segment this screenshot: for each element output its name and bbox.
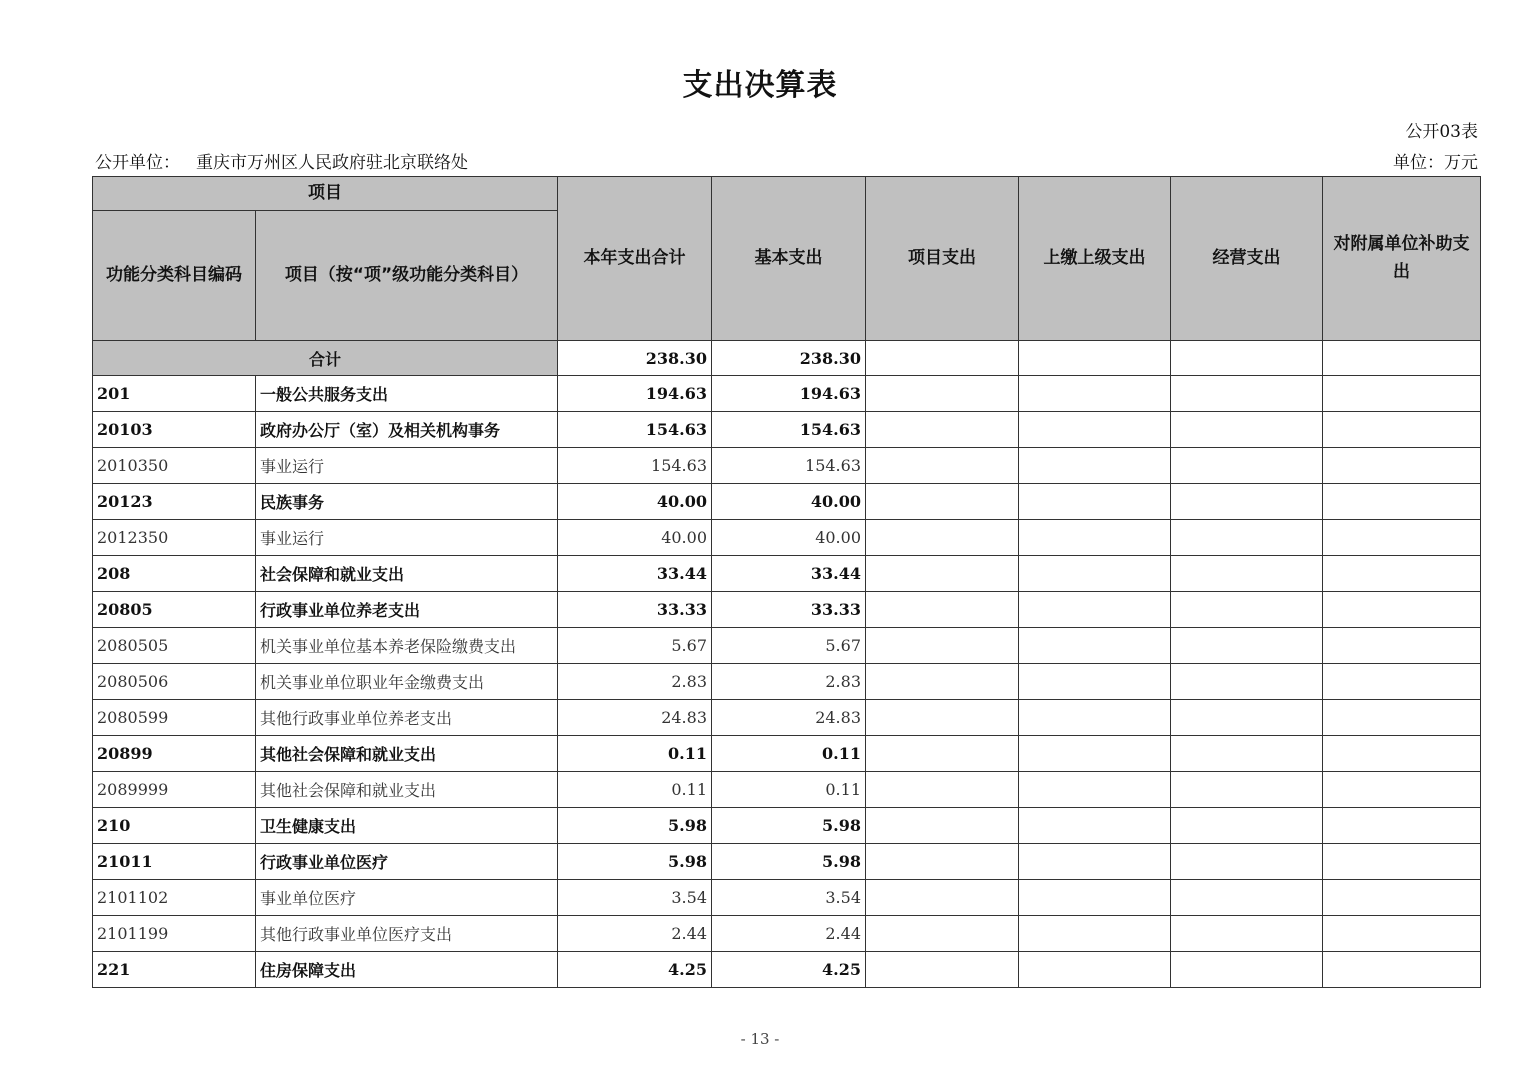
- row-business: [1171, 880, 1323, 916]
- row-total: 5.98: [558, 844, 712, 880]
- row-basic: 2.44: [712, 916, 866, 952]
- row-code: 20103: [93, 412, 256, 448]
- row-code: 2080599: [93, 700, 256, 736]
- row-code: 21011: [93, 844, 256, 880]
- row-total: 2.44: [558, 916, 712, 952]
- row-basic: 40.00: [712, 484, 866, 520]
- row-project: [866, 700, 1019, 736]
- table-row: [93, 772, 1481, 808]
- row-business: [1171, 556, 1323, 592]
- table-row: [93, 664, 1481, 700]
- total-project: [866, 341, 1019, 376]
- row-name: 其他社会保障和就业支出: [256, 736, 558, 772]
- row-name: 其他行政事业单位养老支出: [256, 700, 558, 736]
- row-code: 20805: [93, 592, 256, 628]
- row-upper: [1019, 628, 1171, 664]
- row-business: [1171, 844, 1323, 880]
- row-subsidy: [1323, 556, 1481, 592]
- row-project: [866, 448, 1019, 484]
- table-row: [93, 412, 1481, 448]
- row-project: [866, 556, 1019, 592]
- row-business: [1171, 376, 1323, 412]
- row-code: 2101102: [93, 880, 256, 916]
- row-upper: [1019, 772, 1171, 808]
- reporting-unit: [95, 148, 468, 173]
- row-subsidy: [1323, 484, 1481, 520]
- row-upper: [1019, 916, 1171, 952]
- header-code: 功能分类科目编码: [93, 211, 256, 341]
- row-total: 4.25: [558, 952, 712, 988]
- row-subsidy: [1323, 664, 1481, 700]
- row-basic: 154.63: [712, 412, 866, 448]
- total-subsidy: [1323, 341, 1481, 376]
- total-row: [93, 341, 1481, 376]
- row-basic: 33.44: [712, 556, 866, 592]
- row-total: 5.67: [558, 628, 712, 664]
- row-code: 2010350: [93, 448, 256, 484]
- row-subsidy: [1323, 916, 1481, 952]
- row-name: 其他行政事业单位医疗支出: [256, 916, 558, 952]
- row-total: 2.83: [558, 664, 712, 700]
- table-row: [93, 484, 1481, 520]
- page-title: 支出决算表: [682, 68, 838, 103]
- row-basic: 40.00: [712, 520, 866, 556]
- table-row: [93, 448, 1481, 484]
- row-upper: [1019, 556, 1171, 592]
- table-row: [93, 700, 1481, 736]
- row-business: [1171, 916, 1323, 952]
- header-business: 经营支出: [1171, 177, 1323, 341]
- total-business: [1171, 341, 1323, 376]
- table-row: [93, 628, 1481, 664]
- row-code: 201: [93, 376, 256, 412]
- header-total: 本年支出合计: [558, 177, 712, 341]
- table-body: [93, 341, 1481, 988]
- row-code: 2080505: [93, 628, 256, 664]
- row-basic: 5.67: [712, 628, 866, 664]
- row-name: 事业单位医疗: [256, 880, 558, 916]
- row-code: 2089999: [93, 772, 256, 808]
- row-code: 20899: [93, 736, 256, 772]
- row-code: 221: [93, 952, 256, 988]
- row-total: 154.63: [558, 412, 712, 448]
- row-code: 208: [93, 556, 256, 592]
- row-basic: 4.25: [712, 952, 866, 988]
- row-project: [866, 628, 1019, 664]
- row-code: 210: [93, 808, 256, 844]
- row-upper: [1019, 952, 1171, 988]
- row-name: 机关事业单位基本养老保险缴费支出: [256, 628, 558, 664]
- row-total: 194.63: [558, 376, 712, 412]
- row-name: 一般公共服务支出: [256, 376, 558, 412]
- row-total: 33.33: [558, 592, 712, 628]
- row-total: 154.63: [558, 448, 712, 484]
- header-item-group: 项目: [93, 177, 558, 211]
- row-upper: [1019, 448, 1171, 484]
- table-row: [93, 880, 1481, 916]
- total-upper: [1019, 341, 1171, 376]
- row-name: 其他社会保障和就业支出: [256, 772, 558, 808]
- row-business: [1171, 952, 1323, 988]
- row-subsidy: [1323, 952, 1481, 988]
- currency-unit: 单位：万元: [1393, 153, 1478, 173]
- row-project: [866, 916, 1019, 952]
- row-subsidy: [1323, 412, 1481, 448]
- table-row: [93, 592, 1481, 628]
- row-upper: [1019, 736, 1171, 772]
- row-project: [866, 592, 1019, 628]
- row-upper: [1019, 376, 1171, 412]
- row-total: 33.44: [558, 556, 712, 592]
- row-upper: [1019, 700, 1171, 736]
- row-project: [866, 772, 1019, 808]
- row-business: [1171, 628, 1323, 664]
- row-total: 5.98: [558, 808, 712, 844]
- row-name: 行政事业单位养老支出: [256, 592, 558, 628]
- row-subsidy: [1323, 628, 1481, 664]
- row-upper: [1019, 664, 1171, 700]
- row-business: [1171, 520, 1323, 556]
- page-number: - 13 -: [740, 1030, 780, 1048]
- row-business: [1171, 664, 1323, 700]
- row-name: 事业运行: [256, 448, 558, 484]
- table-row: [93, 520, 1481, 556]
- header-upper: 上缴上级支出: [1019, 177, 1171, 341]
- row-basic: 0.11: [712, 772, 866, 808]
- row-business: [1171, 484, 1323, 520]
- row-total: 3.54: [558, 880, 712, 916]
- form-number: 公开03表: [1405, 122, 1478, 142]
- unit-name: 重庆市万州区人民政府驻北京联络处: [196, 153, 468, 173]
- row-project: [866, 808, 1019, 844]
- row-code: 2012350: [93, 520, 256, 556]
- table-row: [93, 556, 1481, 592]
- row-business: [1171, 808, 1323, 844]
- row-upper: [1019, 808, 1171, 844]
- row-business: [1171, 700, 1323, 736]
- row-basic: 194.63: [712, 376, 866, 412]
- row-upper: [1019, 880, 1171, 916]
- expenditure-table: [92, 176, 1481, 988]
- table-row: [93, 844, 1481, 880]
- row-business: [1171, 772, 1323, 808]
- total-label: 合计: [93, 341, 558, 376]
- row-project: [866, 412, 1019, 448]
- row-code: 2101199: [93, 916, 256, 952]
- row-upper: [1019, 520, 1171, 556]
- row-basic: 154.63: [712, 448, 866, 484]
- row-project: [866, 736, 1019, 772]
- row-upper: [1019, 412, 1171, 448]
- row-name: 住房保障支出: [256, 952, 558, 988]
- row-name: 事业运行: [256, 520, 558, 556]
- table-row: [93, 808, 1481, 844]
- row-business: [1171, 412, 1323, 448]
- row-project: [866, 952, 1019, 988]
- row-code: 20123: [93, 484, 256, 520]
- row-total: 40.00: [558, 520, 712, 556]
- total-amount: 238.30: [558, 341, 712, 376]
- table-row: [93, 376, 1481, 412]
- row-business: [1171, 736, 1323, 772]
- row-project: [866, 484, 1019, 520]
- total-basic: 238.30: [712, 341, 866, 376]
- row-basic: 2.83: [712, 664, 866, 700]
- header-subsidy: 对附属单位补助支出: [1323, 177, 1481, 341]
- row-total: 0.11: [558, 772, 712, 808]
- row-subsidy: [1323, 376, 1481, 412]
- row-subsidy: [1323, 880, 1481, 916]
- row-project: [866, 376, 1019, 412]
- row-name: 民族事务: [256, 484, 558, 520]
- row-subsidy: [1323, 700, 1481, 736]
- row-project: [866, 520, 1019, 556]
- row-project: [866, 880, 1019, 916]
- row-subsidy: [1323, 808, 1481, 844]
- header-project: 项目支出: [866, 177, 1019, 341]
- row-basic: 5.98: [712, 844, 866, 880]
- row-subsidy: [1323, 448, 1481, 484]
- row-code: 2080506: [93, 664, 256, 700]
- row-basic: 0.11: [712, 736, 866, 772]
- row-basic: 33.33: [712, 592, 866, 628]
- row-subsidy: [1323, 844, 1481, 880]
- row-subsidy: [1323, 736, 1481, 772]
- table-row: [93, 916, 1481, 952]
- unit-label: 公开单位：: [95, 153, 180, 173]
- row-total: 40.00: [558, 484, 712, 520]
- row-upper: [1019, 844, 1171, 880]
- header-basic: 基本支出: [712, 177, 866, 341]
- row-subsidy: [1323, 772, 1481, 808]
- header-item-name: 项目（按“项”级功能分类科目）: [256, 211, 558, 341]
- row-business: [1171, 448, 1323, 484]
- row-basic: 24.83: [712, 700, 866, 736]
- row-project: [866, 844, 1019, 880]
- table-row: [93, 736, 1481, 772]
- row-project: [866, 664, 1019, 700]
- table-row: [93, 952, 1481, 988]
- row-basic: 3.54: [712, 880, 866, 916]
- row-total: 24.83: [558, 700, 712, 736]
- row-upper: [1019, 592, 1171, 628]
- row-name: 社会保障和就业支出: [256, 556, 558, 592]
- row-upper: [1019, 484, 1171, 520]
- row-name: 行政事业单位医疗: [256, 844, 558, 880]
- row-name: 卫生健康支出: [256, 808, 558, 844]
- row-subsidy: [1323, 592, 1481, 628]
- row-name: 政府办公厅（室）及相关机构事务: [256, 412, 558, 448]
- row-business: [1171, 592, 1323, 628]
- row-name: 机关事业单位职业年金缴费支出: [256, 664, 558, 700]
- row-basic: 5.98: [712, 808, 866, 844]
- row-total: 0.11: [558, 736, 712, 772]
- row-subsidy: [1323, 520, 1481, 556]
